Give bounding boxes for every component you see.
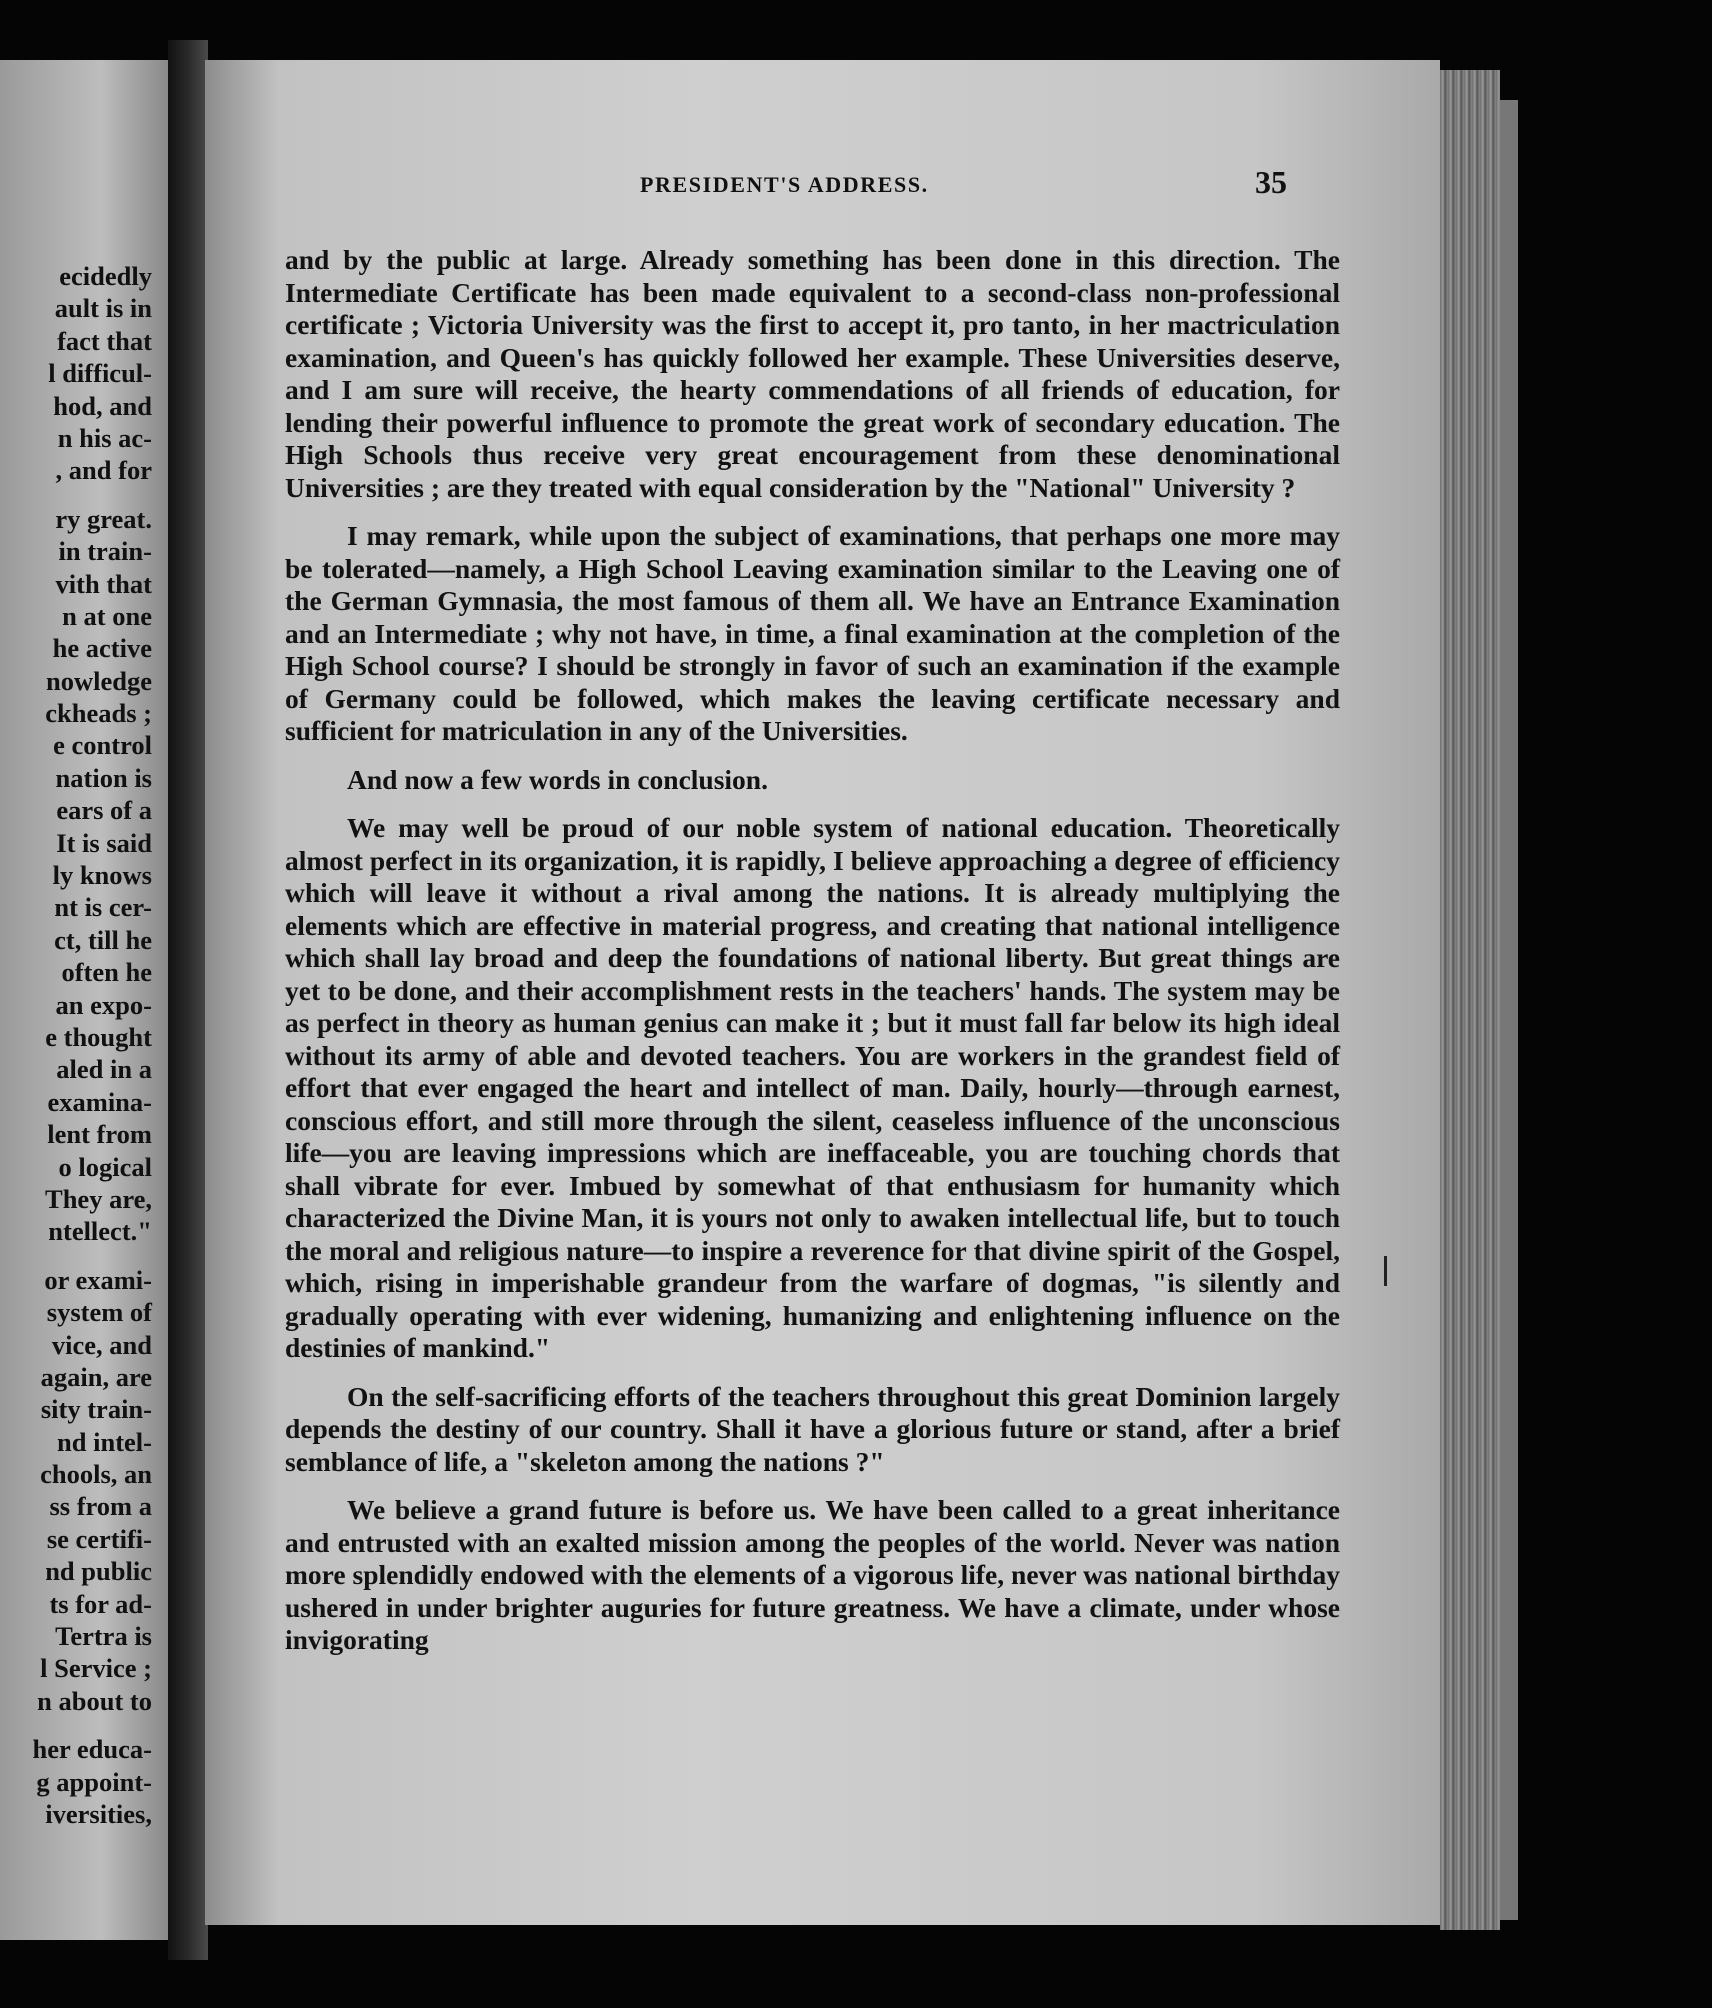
left-page-line: vith that — [55, 568, 152, 599]
running-head: PRESIDENT'S ADDRESS. — [640, 172, 929, 197]
left-page-line: , and for — [55, 455, 152, 486]
left-page-line: ry great. — [55, 503, 152, 534]
left-page-text-fragments — [33, 260, 152, 1830]
left-page-line: nowledge — [46, 665, 152, 696]
left-page-line: o logical — [58, 1151, 152, 1182]
left-page-line: nation is — [55, 762, 152, 793]
left-page-line: It is said — [56, 827, 152, 858]
paragraph-2: I may remark, while upon the subject of examinations, that perhaps one more may be tolerated—namely, a High School Leaving examination similar to the Leaving one of the German Gymnasia, the most famous of them all. We have an Entrance Examination and an Intermediate ; why not have, in time, a final examination at the completion of the High School course? I should be strongly in favor of such an examination if the example of Germany could be followed, which makes the leaving certificate necessary and sufficient for matriculation in any of the Universities. — [285, 520, 1340, 746]
left-page-line: examina- — [47, 1086, 152, 1117]
left-page-line — [33, 487, 152, 503]
left-page-line: ears of a — [56, 795, 152, 826]
paragraph-6: We believe a grand future is before us. We have been called to a great inheritance and entrusted with an exalted mission among the peoples of the world. Never was nation more splendidly endowed with the elements of a vigorous life, never was national birthday ushered in under brighter auguries for future greatness. We have a climate, under whose invigorating — [285, 1494, 1340, 1655]
left-page-line: ly knows — [52, 860, 152, 891]
paragraph-4: We may well be proud of our noble system of national education. Theoretically almost perfect in its organization, it is rapidly, I believe approaching a degree of efficiency which will leave it without a rival among the nations. It is already multiplying the elements which are effective in material progress, and creating that national intelligence which shall lay broad and deep the foundations of national liberty. But great things are yet to be done, and their accomplishment rests in the teachers' hands. The system may be as perfect in theory as human genius can make it ; but it must fall far below its high ideal without its army of able and devoted teachers. You are workers in the grandest field of effort that ever engaged the heart and intellect of man. Daily, hourly—through earnest, conscious effort, and still more through the silent, ceaseless influence of the unconscious life—you are leaving impressions which are ineffaceable, you are touching chords that shall vibrate for ever. Imbued by somewhat of that enthusiasm for humanity which characterized the Divine Man, it is yours not only to awaken intellectual life, but to touch the moral and religious nature—to inspire a reverence for that divine spirit of the Gospel, which, rising in imperishable grandeur from the warfare of dogmas, "is silently and gradually operating with ever widening, humanizing and enlightening influence on the destinies of mankind." — [285, 812, 1340, 1363]
left-page-line: ckheads ; — [45, 698, 152, 729]
left-page-line: system of — [46, 1297, 152, 1328]
left-facing-page — [0, 60, 168, 1940]
page-number: 35 — [1255, 164, 1287, 200]
left-page-line: nd intel- — [57, 1426, 152, 1457]
book-gutter — [168, 40, 208, 1960]
left-page-line: nt is cer- — [54, 892, 152, 923]
left-page-line: e control — [53, 730, 152, 761]
left-page-line: or exami- — [44, 1264, 152, 1295]
left-page-line: hod, and — [53, 390, 152, 421]
left-page-line: ecidedly — [59, 261, 152, 291]
left-page-line: ts for ad- — [49, 1588, 152, 1619]
left-page-line: in train- — [58, 536, 152, 567]
left-page-line: They are, — [45, 1183, 152, 1214]
left-page-line: g appoint- — [36, 1766, 152, 1797]
paragraph-5: On the self-sacrificing efforts of the teachers throughout this great Dominion largely depends the destiny of our country. Shall it have a glorious future or stand, after a brief semblance of life, a "skeleton among the nations ?" — [285, 1380, 1340, 1477]
left-page-line: vice, and — [51, 1329, 152, 1360]
left-page-line — [33, 1248, 152, 1264]
left-page-line: her educa- — [32, 1734, 152, 1765]
body-text — [285, 244, 1340, 1673]
left-page-line: nd public — [45, 1556, 152, 1587]
left-page-line: he active — [52, 633, 152, 664]
left-page-line: often he — [61, 957, 152, 988]
left-page-line: again, are — [40, 1361, 152, 1392]
left-page-line: ss from a — [49, 1491, 152, 1522]
left-page-line: n about to — [37, 1685, 152, 1716]
page-edge-stack — [1440, 70, 1500, 1930]
paragraph-3: And now a few words in conclusion. — [347, 763, 768, 795]
left-page-line: se certifi- — [46, 1523, 152, 1554]
left-page-line: lent from — [47, 1119, 152, 1150]
left-page-line: l difficul- — [48, 358, 152, 389]
left-page-line: ntellect." — [48, 1216, 152, 1247]
left-page-line: sity train- — [40, 1394, 152, 1425]
left-page-line — [33, 1717, 152, 1733]
left-page-line: chools, an — [40, 1459, 152, 1490]
left-page-line: aled in a — [56, 1054, 152, 1085]
left-page-line: ault is in — [54, 293, 152, 324]
left-page-line: n at one — [62, 600, 152, 631]
left-page-line: ct, till he — [54, 924, 152, 955]
page-edge-shadow — [1500, 100, 1518, 1920]
left-page-line: an expo- — [55, 989, 152, 1020]
left-page-line: l Service ; — [40, 1653, 152, 1684]
margin-pencil-mark — [1384, 1256, 1387, 1286]
left-page-line: fact that — [57, 325, 152, 356]
left-page-line: n his ac- — [57, 422, 152, 453]
left-page-line: iversities, — [45, 1798, 152, 1829]
left-page-line: e thought — [45, 1021, 152, 1052]
paragraph-1: and by the public at large. Already something has been done in this direction. The Intermediate Certificate has been made equivalent to a second-class non-professional certificate ; Victoria University was the first to accept it, pro tanto, in her mactriculation examination, and Queen's has quickly followed her example. These Universities deserve, and I am sure will receive, the hearty commendations of all friends of education, for lending their powerful influence to promote the great work of secondary education. The High Schools thus receive very great encouragement from these denominational Universities ; are they treated with equal consideration by the "National" University ? — [285, 244, 1340, 503]
left-page-line: Tertra is — [55, 1621, 152, 1652]
